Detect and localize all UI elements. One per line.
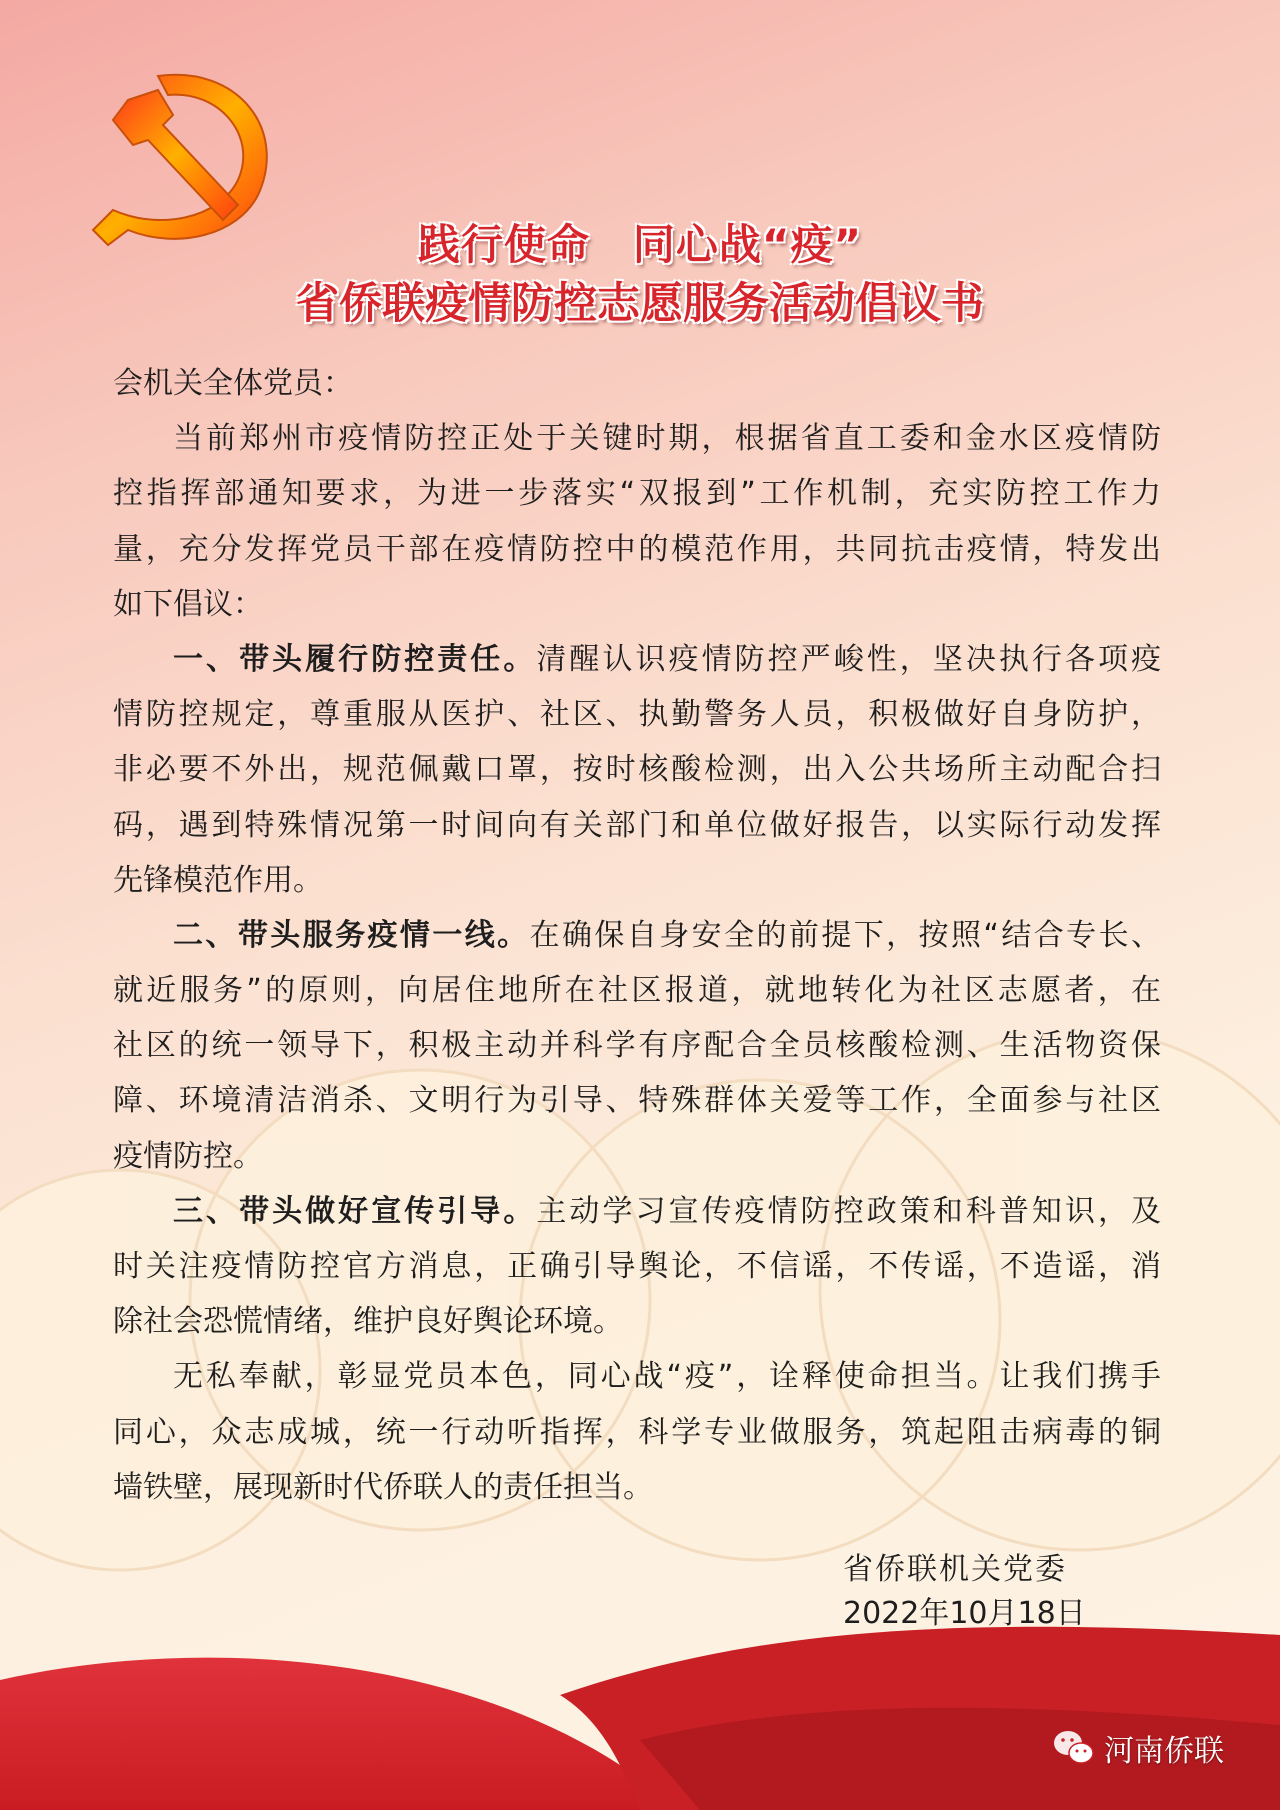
paragraph-text: 情防控规定，尊重服从医护、社区、执勤警务人员，积极做好自身防护， xyxy=(113,697,1161,733)
brand-watermark xyxy=(1052,1726,1224,1770)
paragraph xyxy=(113,1184,1161,1350)
paragraph-text: 时关注疫情防控官方消息，正确引导舆论，不信谣，不传谣，不造谣，消 xyxy=(113,1249,1161,1284)
paragraph-text: 如下倡议： xyxy=(113,586,263,622)
paragraph-text: 清醒认识疫情防控严峻性，坚决执行各项疫 xyxy=(536,641,1162,677)
paragraph-lead: 一、带头履行防控责任。 xyxy=(173,641,537,677)
title-line-2: 省侨联疫情防控志愿服务活动倡议书 xyxy=(296,279,984,329)
paragraph-line xyxy=(113,1239,1161,1294)
paragraph-text: 先锋模范作用。 xyxy=(113,862,323,898)
paragraph xyxy=(113,632,1161,908)
paragraph-line xyxy=(113,1349,1161,1404)
paragraph xyxy=(113,1349,1161,1515)
wechat-icon xyxy=(1052,1728,1096,1768)
paragraph-text: 无私奉献，彰显党员本色，同心战“疫”，诠释使命担当。让我们携手 xyxy=(173,1359,1161,1395)
paragraph xyxy=(113,908,1161,1184)
paragraph-line xyxy=(113,577,1161,632)
paragraph-line xyxy=(113,742,1161,797)
brand-name: 河南侨联 xyxy=(1104,1734,1224,1769)
paragraph-text: 社区的统一领导下，积极主动并科学有序配合全员核酸检测、生活物资保 xyxy=(113,1028,1161,1064)
paragraph-line xyxy=(113,1129,1161,1184)
signature-org: 省侨联机关党委 xyxy=(843,1552,1067,1587)
paragraph-text: 障、环境清洁消杀、文明行为引导、特殊群体关爱等工作，全面参与社区 xyxy=(113,1083,1161,1119)
paragraph-text: 主动学习宣传疫情防控政策和科普知识，及 xyxy=(536,1193,1162,1229)
paragraph xyxy=(113,411,1161,632)
paragraph-text: 就近服务”的原则，向居住地所在社区报道，就地转化为社区志愿者，在 xyxy=(113,973,1161,1009)
paragraph-line xyxy=(113,963,1161,1018)
paragraph-line xyxy=(113,1405,1161,1460)
paragraph-line xyxy=(113,466,1161,521)
paragraph-line xyxy=(113,522,1161,577)
paragraph-lead: 二、带头服务疫情一线。 xyxy=(173,917,530,953)
signature-date: 2022年10月18日 xyxy=(843,1596,1086,1631)
paragraph-text: 疫情防控。 xyxy=(113,1138,263,1174)
paragraph-line xyxy=(113,1294,1161,1349)
paragraph-text: 控指挥部通知要求，为进一步落实“双报到”工作机制，充实防控工作力 xyxy=(113,476,1161,512)
paragraph-line xyxy=(113,1184,1161,1239)
paragraph-line xyxy=(113,798,1161,853)
paragraph-text: 非必要不外出，规范佩戴口罩，按时核酸检测，出入公共场所主动配合扫 xyxy=(113,752,1161,788)
paragraph-text: 在确保自身安全的前提下，按照“结合专长、 xyxy=(529,917,1162,953)
paragraph-line xyxy=(113,1460,1161,1515)
paragraph-text: 墙铁壁，展现新时代侨联人的责任担当。 xyxy=(113,1469,653,1505)
paragraph-line xyxy=(113,853,1161,908)
paragraph-line xyxy=(113,1073,1161,1128)
title-line-1: 践行使命 同心战“疫” xyxy=(417,220,863,269)
salutation: 会机关全体党员： xyxy=(113,366,353,401)
paragraph-line xyxy=(113,687,1161,742)
paragraph-text: 码，遇到特殊情况第一时间向有关部门和单位做好报告，以实际行动发挥 xyxy=(113,807,1161,843)
paragraph-lead: 三、带头做好宣传引导。 xyxy=(173,1193,537,1229)
paragraph-line xyxy=(113,1018,1161,1073)
paragraph-line xyxy=(113,632,1161,687)
paragraph-text: 当前郑州市疫情防控正处于关键时期，根据省直工委和金水区疫情防 xyxy=(173,421,1161,457)
paragraph-line xyxy=(113,908,1161,963)
letter-body xyxy=(113,356,1161,1515)
paragraph-line xyxy=(113,411,1161,466)
paragraph-text: 除社会恐慌情绪，维护良好舆论环境。 xyxy=(113,1304,623,1340)
paragraph-text: 量，充分发挥党员干部在疫情防控中的模范作用，共同抗击疫情，特发出 xyxy=(113,531,1161,567)
paragraph-text: 同心，众志成城，统一行动听指挥，科学专业做服务，筑起阻击病毒的铜 xyxy=(113,1414,1161,1450)
